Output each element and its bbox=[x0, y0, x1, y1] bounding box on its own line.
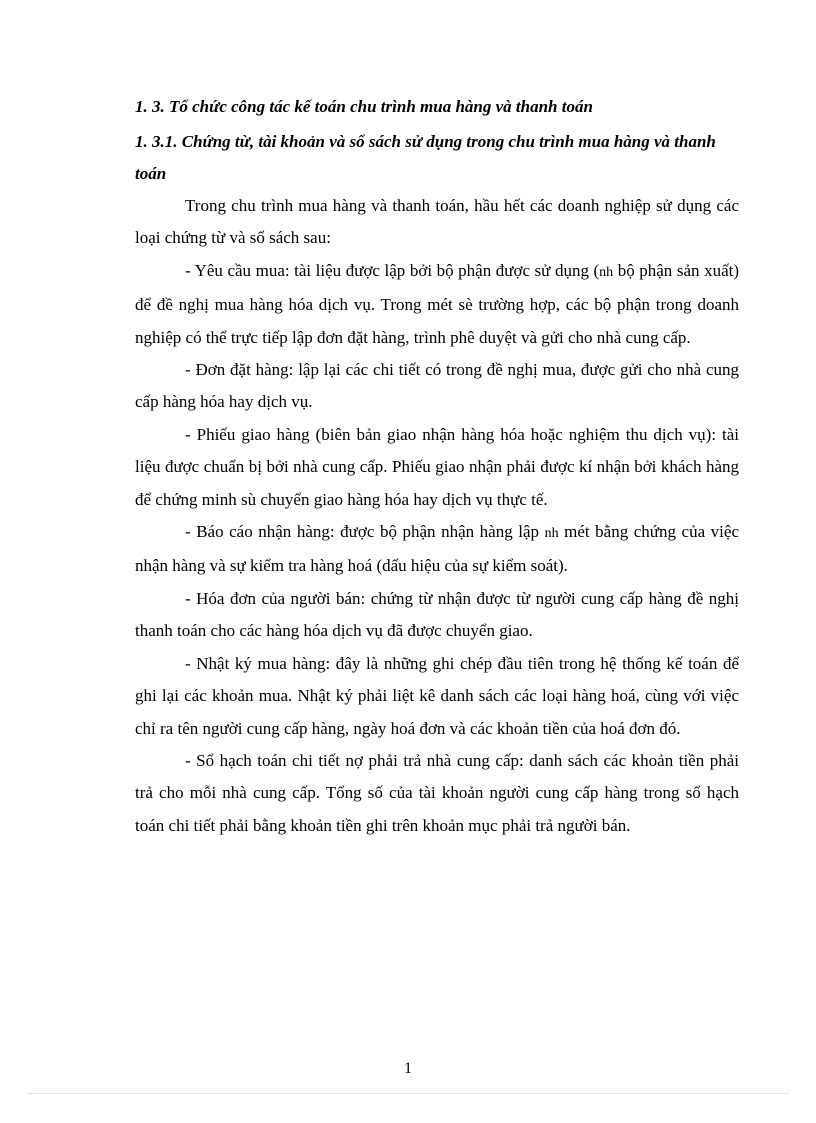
purchase-journal-paragraph: - Nhật ký mua hàng: đây là những ghi chép đầu tiên trong hệ thống kế toán để ghi lại các khoản mua. Nhật ký phải liệt kê danh sách các loại hàng hoá, cùng với việc chỉ ra tên người cung cấp hàng, ngày hoá đơn và các khoản tiền của hoá đơn đó. bbox=[135, 653, 739, 738]
page-number: 1 bbox=[404, 1060, 412, 1077]
purchase-request-paragraph bbox=[135, 255, 739, 354]
receiving-report-nh: nh bbox=[544, 526, 559, 542]
purchase-request-text-end: bộ phận sản xuất) để đề nghị mua hàng hóa dịch vụ. Trong mét sè trường hợp, các bộ phận trong doanh nghiệp có thể trực tiếp lập đơn đặt hàng, trình phê duyệt và gửi cho nhà cung cấp. bbox=[135, 260, 739, 347]
delivery-note-paragraph: - Phiếu giao hàng (biên bản giao nhận hàng hóa hoặc nghiệm thu dịch vụ): tài liệu được chuẩn bị bởi nhà cung cấp. Phiếu giao nhận phải được kí nhận bởi khách hàng để chứng minh sù chuyển giao hàng hóa hay dịch vụ thực tế. bbox=[135, 424, 739, 509]
purchase-request-text-start: - Yêu cầu mua: tài liệu được lập bởi bộ phận được sử dụng ( bbox=[185, 260, 600, 280]
vendor-invoice-paragraph: - Hóa đơn của người bán: chứng từ nhận được từ người cung cấp hàng đề nghị thanh toán cho các hàng hóa dịch vụ đã được chuyển giao. bbox=[135, 588, 739, 641]
receiving-report-text-start: - Báo cáo nhận hàng: được bộ phận nhận hàng lập bbox=[185, 522, 545, 542]
purchase-request-nh: nh bbox=[599, 264, 614, 280]
subsection-heading: 1. 3.1. Chứng từ, tài khoản và sổ sách sử dụng trong chu trình mua hàng và thanh toán bbox=[135, 132, 716, 183]
receiving-report-paragraph bbox=[135, 516, 739, 583]
document-body bbox=[135, 95, 739, 842]
purchase-order-paragraph: - Đơn đặt hàng: lập lại các chi tiết có trong đề nghị mua, được gửi cho nhà cung cấp hàng hóa hay dịch vụ. bbox=[135, 360, 739, 412]
section-heading: 1. 3. Tổ chức công tác kế toán chu trình mua hàng và thanh toán bbox=[135, 97, 593, 116]
receiving-report-text-end: mét bằng chứng của việc nhận hàng và sự kiểm tra hàng hoá (dấu hiệu của sự kiểm soát). bbox=[135, 522, 739, 576]
intro-paragraph: Trong chu trình mua hàng và thanh toán, hầu hết các doanh nghiệp sử dụng các loại chứng từ và sổ sách sau: bbox=[135, 196, 739, 248]
payables-ledger-paragraph: - Sổ hạch toán chi tiết nợ phải trả nhà cung cấp: danh sách các khoản tiền phải trả cho mỗi nhà cung cấp. Tổng số của tài khoản người cung cấp hàng trong sổ hạch toán chi tiết phải bằng khoản tiền ghi trên khoản mục phải trả người bán. bbox=[135, 750, 739, 835]
page-bottom-divider bbox=[28, 1093, 788, 1094]
